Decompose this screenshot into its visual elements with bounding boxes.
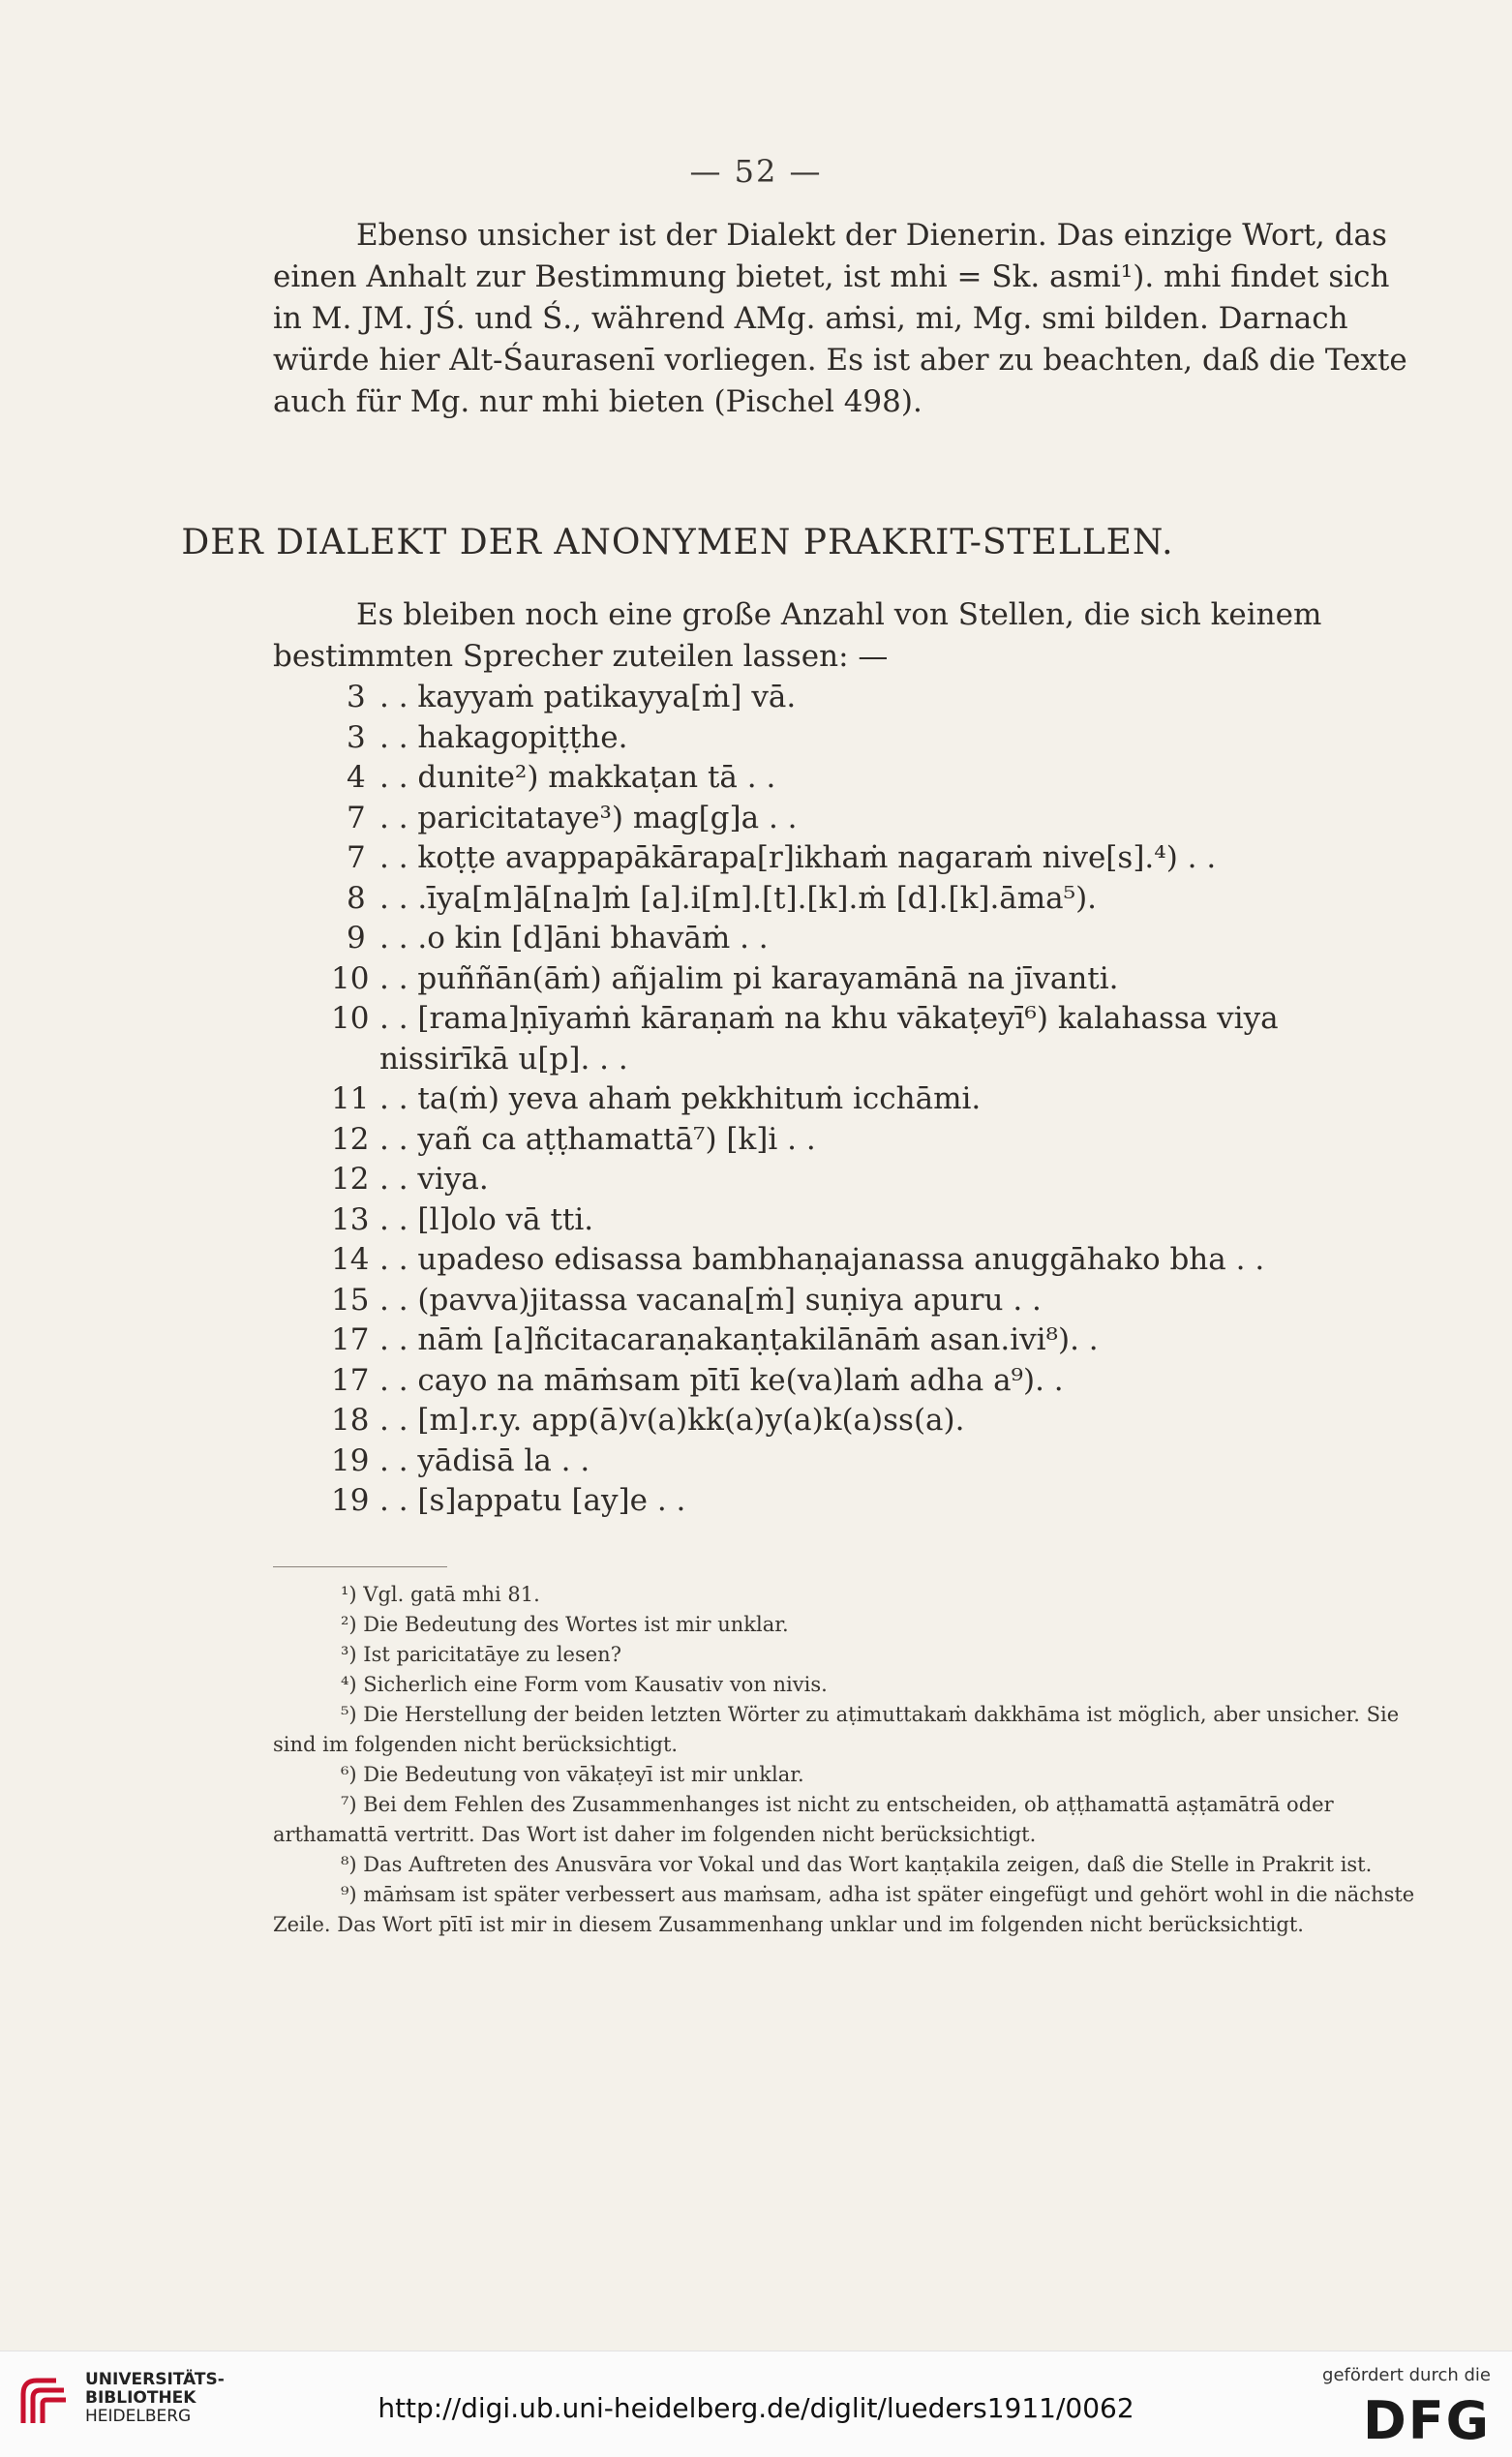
entry-number: 3 [347, 719, 366, 755]
entry-row [273, 1160, 1417, 1200]
prakrit-entries [273, 678, 1417, 1522]
entry-text: . . yādisā la . . [379, 1442, 590, 1478]
entry-row [273, 999, 1417, 1040]
entry-number: 15 [331, 1282, 370, 1318]
second-paragraph: Es bleiben noch eine große Anzahl von Stellen, die sich keinem bestimmten Sprecher zuteilen lassen: — [273, 597, 1322, 674]
footnote: ³) Ist paricitatāye zu lesen? [341, 1643, 621, 1666]
footnote: ⁶) Die Bedeutung von vākaṭeyī ist mir unklar. [341, 1763, 804, 1786]
entry-text: . . nāṁ [a]ñcitacaraṇakaṇṭakilānāṁ asan.ivi⁸). . [379, 1322, 1099, 1357]
footnote: ⁸) Das Auftreten des Anusvāra vor Vokal und das Wort kaṇṭakila zeigen, daß die Stelle in Prakrit ist. [341, 1853, 1373, 1876]
entry-number: 10 [331, 1001, 370, 1036]
entry-number: 18 [331, 1403, 370, 1438]
entry-text: . . cayo na māṁsam pītī ke(va)laṁ adha a⁹). . [379, 1362, 1064, 1398]
entry-row [273, 1281, 1417, 1321]
entry-row [273, 1240, 1417, 1281]
entry-number: 7 [347, 800, 366, 835]
entry-number: 11 [331, 1081, 370, 1116]
entry-number: 9 [347, 921, 366, 956]
entry-row [273, 838, 1417, 879]
library-line1: UNIVERSITÄTS- [85, 2370, 225, 2389]
entry-row [273, 919, 1417, 959]
entry-row [273, 1361, 1417, 1402]
entry-number: 19 [331, 1442, 370, 1478]
entry-row [273, 799, 1417, 839]
entry-row [273, 1401, 1417, 1441]
funded-by-label: gefördert durch die [1322, 2365, 1491, 2385]
entry-number: 14 [331, 1242, 370, 1277]
entry-text: . . puññān(āṁ) añjalim pi karayamānā na jīvanti. [379, 960, 1119, 996]
entry-row [273, 1200, 1417, 1241]
entry-row [273, 1481, 1417, 1522]
entry-number: 17 [331, 1322, 370, 1357]
entry-row [273, 678, 1417, 718]
dfg-logo: DFG [1362, 2390, 1491, 2451]
entry-number: 4 [347, 760, 366, 795]
section-heading: DER DIALEKT DER ANONYMEN PRAKRIT-STELLEN. [181, 523, 1174, 562]
entry-text: . . yañ ca aṭṭhamattā⁷) [k]i . . [379, 1121, 816, 1157]
entry-text: . . dunite²) makkaṭan tā . . [379, 760, 776, 795]
entry-row [273, 959, 1417, 1000]
entry-text: . . [l]olo vā tti. [379, 1201, 594, 1237]
entry-text: . . .īya[m]ā[na]ṁ [a].i[m].[t].[k].ṁ [d].[k].āma⁵). [379, 880, 1098, 916]
entry-row [273, 1079, 1417, 1120]
entry-row [273, 718, 1417, 759]
entry-text: . . hakagopiṭṭhe. [379, 719, 628, 755]
entry-row [273, 1441, 1417, 1482]
page-number: — 52 — [689, 153, 823, 190]
entry-text: . . koṭṭe avappapākārapa[r]ikhaṁ nagaraṁ nive[s].⁴) . . [379, 840, 1217, 875]
entry-row [273, 879, 1417, 920]
entry-number: 10 [331, 960, 370, 996]
entry-row [273, 1320, 1417, 1361]
footnote: ⁹) māṁsam ist später verbessert aus maṁsam, adha ist später eingefügt und gehört wohl in die nächste Zeile. Das Wort pītī ist mir in diesem Zusammenhang unklar und im folgenden nicht berücksichtigt. [273, 1883, 1415, 1936]
entry-text: . . (pavva)jitassa vacana[ṁ] suṇiya apuru . . [379, 1282, 1042, 1318]
entry-number: 17 [331, 1362, 370, 1398]
footnote: ¹) Vgl. gatā mhi 81. [341, 1583, 540, 1606]
entry-number: 8 [347, 880, 366, 916]
footnote: ⁵) Die Herstellung der beiden letzten Wörter zu aṭimuttakaṁ dakkhāma ist möglich, aber unsicher. Sie sind im folgenden nicht berücksichtigt. [273, 1703, 1400, 1756]
entry-row [273, 1120, 1417, 1161]
entry-number: 3 [347, 680, 366, 714]
entry-row [273, 758, 1417, 799]
entry-text: . . [rama]ṇīyaṁṅ kāraṇaṁ na khu vākaṭeyī⁶) kalahassa viya [379, 1001, 1279, 1036]
entry-number: 12 [331, 1121, 370, 1157]
footnote: ⁴) Sicherlich eine Form vom Kausativ von nivis. [341, 1673, 828, 1696]
entry-number: 7 [347, 840, 366, 875]
entry-row [273, 1040, 1417, 1080]
entry-text: . . upadeso edisassa bambhaṇajanassa anuggāhako bha . . [379, 1242, 1265, 1277]
entry-text: . . paricitataye³) mag[g]a . . [379, 800, 798, 835]
entry-number: 13 [331, 1201, 370, 1237]
footnote-rule [273, 1566, 447, 1567]
footnotes [273, 1580, 1417, 1940]
source-url-link[interactable]: http://digi.ub.uni-heidelberg.de/diglit/lueders1911/0062 [378, 2392, 1134, 2424]
entry-number: 19 [331, 1483, 370, 1518]
footnote: ²) Die Bedeutung des Wortes ist mir unklar. [341, 1613, 789, 1636]
footer-bar [0, 2351, 1512, 2457]
entry-text: . . ta(ṁ) yeva ahaṁ pekkhituṁ icchāmi. [379, 1081, 982, 1116]
entry-text: . . viya. [379, 1162, 489, 1197]
entry-text: . . [m].r.y. app(ā)v(a)kk(a)y(a)k(a)ss(a). [379, 1403, 965, 1438]
entry-number: 12 [331, 1162, 370, 1197]
entry-text: . . [s]appatu [ay]e . . [379, 1483, 686, 1518]
entry-text: . . kayyaṁ patikayya[ṁ] vā. [379, 680, 797, 714]
entry-text: nissirīkā u[p]. . . [379, 1041, 628, 1077]
footnote: ⁷) Bei dem Fehlen des Zusammenhanges ist nicht zu entscheiden, ob aṭṭhamattā aṣṭamātrā oder arthamattā vertritt. Das Wort ist daher im folgenden nicht berücksichtigt. [273, 1793, 1334, 1846]
intro-paragraph: Ebenso unsicher ist der Dialekt der Dienerin. Das einzige Wort, das einen Anhalt zur Bestimmung bietet, ist mhi = Sk. asmi¹). mhi findet sich in M. JM. JŚ. und Ś., während AMg. aṁsi, mi, Mg. smi bilden. Darnach würde hier Alt-Śaurasenī vorliegen. Es ist aber zu beachten, daß die Texte auch für Mg. nur mhi bieten (Pischel 498). [273, 218, 1407, 419]
entry-number [273, 1040, 379, 1080]
entry-text: . . .o kin [d]āni bhavāṁ . . [379, 921, 769, 956]
library-line2: BIBLIOTHEK [85, 2388, 197, 2408]
library-line3: HEIDELBERG [85, 2407, 192, 2426]
